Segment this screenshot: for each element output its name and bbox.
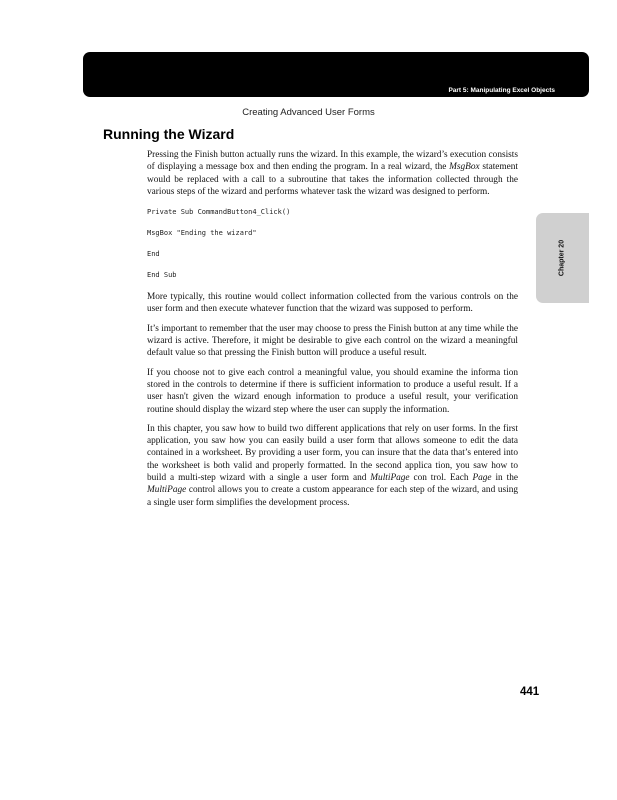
part-label: Part 5: Manipulating Excel Objects bbox=[448, 87, 555, 94]
code-block bbox=[147, 207, 518, 280]
paragraph-2: More typically, this routine would collect information collected from the various controls on the user form and then execute whatever function that the wizard was supposed to perform. bbox=[147, 292, 518, 315]
paragraph-1 bbox=[147, 149, 518, 198]
header-bar bbox=[83, 52, 589, 97]
paragraph-5-text-a: In this chapter, you saw how to build two different applications that rely on user forms. In the first application, you saw how you can easily build a user form that allows someone to edit the data contained in a worksheet. By providing a user form, you can insure that the data that’s entered into the worksheet is both valid and properly formatted. In the second applica tion, you saw how to build a multi-step wizard with a single a user form and bbox=[147, 423, 518, 484]
code-line: Private Sub CommandButton4_Click() bbox=[147, 208, 291, 217]
page-term: Page bbox=[472, 473, 492, 484]
paragraph-4: If you choose not to give each control a meaningful value, you should examine the informa tion stored in the controls to determine if there is sufficient information to produce a useful result. If a user hasn't given the wizard enough information to produce a useful result, your verification routine should display the wizard step where the user can supply the information. bbox=[147, 367, 518, 415]
paragraph-3: It’s important to remember that the user may choose to press the Finish button at any time while the wizard is active. Therefore, it might be desirable to give each control on the wizard a meaningful default value so that pressing the Finish button will produce a useful result. bbox=[147, 323, 518, 359]
chapter-tab-label: Chapter 20 bbox=[558, 239, 566, 277]
code-line: End Sub bbox=[147, 271, 177, 280]
body-text bbox=[147, 149, 518, 516]
multipage-term: MultiPage bbox=[370, 473, 410, 484]
running-head: Creating Advanced User Forms bbox=[242, 107, 375, 118]
multipage-term: MultiPage bbox=[147, 485, 187, 496]
section-title: Running the Wizard bbox=[103, 126, 235, 142]
paragraph-5 bbox=[147, 423, 518, 509]
paragraph-5-text-c: in the bbox=[491, 473, 518, 484]
code-line: MsgBox "Ending the wizard" bbox=[147, 229, 257, 238]
paragraph-1-text-a: Pressing the Finish button actually runs the wizard. In this example, the wizard’s execution consists of displaying a message box and then ending the program. In a real wizard, the bbox=[147, 150, 518, 173]
msgbox-term: MsgBox bbox=[449, 162, 480, 173]
chapter-tab bbox=[536, 213, 589, 303]
paragraph-5-text-d: control allows you to create a custom appearance for each step of the wizard, and using a single user form simplifies the development process. bbox=[147, 485, 518, 508]
code-line: End bbox=[147, 250, 160, 259]
paragraph-5-text-b: con trol. Each bbox=[409, 473, 473, 484]
paragraph-1-text-b: statement would be replaced with a call to a subroutine that takes the information collected through the various steps of the wizard and performs whatever task the wizard was designed to perform. bbox=[147, 162, 518, 197]
page-number: 441 bbox=[520, 686, 540, 698]
